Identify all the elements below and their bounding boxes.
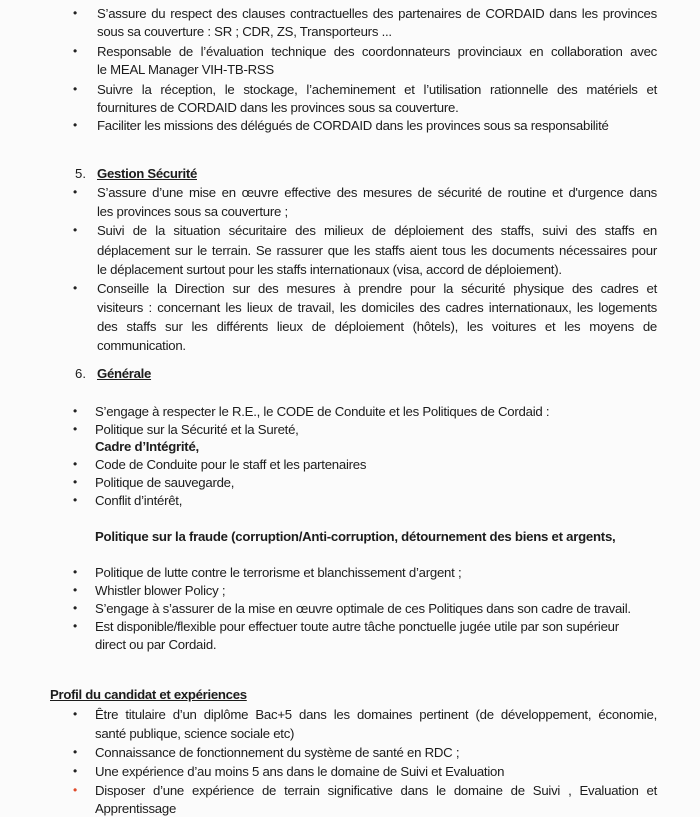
bullet: • [73, 619, 78, 633]
list-item-line: visiteurs : concernant les lieux de travail, les domiciles des cadres internationaux, les logements [97, 300, 657, 315]
list-item-line: le MEAL Manager VIH-TB-RSS [97, 62, 274, 77]
list-item-line: S’engage à respecter le R.E., le CODE de Conduite et les Politiques de Cordaid : [95, 404, 550, 419]
bullet: • [73, 422, 78, 436]
highlight-bullet: • [73, 783, 78, 797]
list-item-line: le déplacement surtout pour les staffs internationaux (visa, accord de déploiement). [97, 262, 562, 277]
bullet: • [73, 223, 78, 237]
integrity-line: Cadre d’Intégrité, [95, 439, 199, 454]
bullet: • [73, 118, 78, 132]
list-item-line: Conseille la Direction sur des mesures à prendre pour la sécurité physique des cadres et [97, 281, 657, 296]
list-item-line: Politique de sauvegarde, [95, 475, 235, 490]
bullet: • [73, 6, 78, 20]
section-heading: Gestion Sécurité [97, 166, 197, 181]
list-item-line: sous sa couverture : SR ; CDR, ZS, Transporteurs ... [97, 24, 392, 39]
list-item-line: communication. [97, 338, 186, 353]
list-item-line: Politique sur la Sécurité et la Sureté, [95, 422, 299, 437]
list-item-line: S’assure d’une mise en œuvre effective des mesures de sécurité de routine et d'urgence dans [97, 185, 657, 200]
list-item-line: Apprentissage [95, 801, 177, 816]
bullet: • [73, 404, 78, 418]
list-item-line: Est disponible/flexible pour effectuer toute autre tâche ponctuelle jugée utile par son supérieur [95, 619, 619, 634]
list-item-line: S’engage à s’assurer de la mise en œuvre optimale de ces Politiques dans son cadre de travail. [95, 601, 631, 616]
bullet: • [73, 457, 78, 471]
list-item-line: Whistler blower Policy ; [95, 583, 226, 598]
list-item-line: les provinces sous sa couverture ; [97, 204, 288, 219]
list-item-line: Une expérience d’au moins 5 ans dans le domaine de Suivi et Evaluation [95, 764, 505, 779]
bullet: • [73, 583, 78, 597]
bullet: • [73, 745, 78, 759]
bullet: • [73, 475, 78, 489]
fraud-policy-line: Politique sur la fraude (corruption/Anti-corruption, détournement des biens et argents, [95, 529, 616, 544]
list-item-line: Politique de lutte contre le terrorisme et blanchissement d’argent ; [95, 565, 462, 580]
section-number: 5. [75, 166, 86, 181]
bullet: • [73, 601, 78, 615]
list-item-line: S’assure du respect des clauses contractuelles des partenaires de CORDAID dans les provinces [97, 6, 657, 21]
bullet: • [73, 493, 78, 507]
bullet: • [73, 281, 78, 295]
bullet: • [73, 185, 78, 199]
bullet: • [73, 707, 78, 721]
list-item-line: Responsable de l’évaluation technique des coordonnateurs provinciaux en collaboration avec [97, 44, 657, 59]
profile-heading: Profil du candidat et expériences [50, 687, 247, 702]
section-heading: Générale [97, 366, 152, 381]
list-item-line: Disposer d’une expérience de terrain significative dans le domaine de Suivi , Evaluation et [95, 783, 657, 798]
bullet: • [73, 82, 78, 96]
list-item-line: Code de Conduite pour le staff et les partenaires [95, 457, 367, 472]
list-item-line: santé publique, science sociale etc) [95, 726, 295, 741]
list-item-line: direct ou par Cordaid. [95, 637, 217, 652]
bullet: • [73, 44, 78, 58]
list-item-line: Conflit d’intérêt, [95, 493, 183, 508]
bullet: • [73, 565, 78, 579]
section-number: 6. [75, 366, 86, 381]
list-item-line: Suivi de la situation sécuritaire des milieux de déploiement des staffs, suivi des staffs en [97, 223, 657, 238]
list-item-line: des staffs sur les différents lieux de déploiement (hôtels), les voitures et les moyens de [97, 319, 657, 334]
bullet: • [73, 764, 78, 778]
list-item-line: déplacement sur le terrain. Se rassurer que les staffs aient tous les documents nécessaires pour [97, 243, 657, 258]
list-item-line: Suivre la réception, le stockage, l’acheminement et l’utilisation rationnelle des matériels et [97, 82, 657, 97]
list-item-line: Être titulaire d’un diplôme Bac+5 dans les domaines pertinent (de développement, économie, [95, 707, 657, 722]
list-item-line: Connaissance de fonctionnement du système de santé en RDC ; [95, 745, 460, 760]
list-item-line: fournitures de CORDAID dans les provinces sous sa couverture. [97, 100, 459, 115]
list-item-line: Faciliter les missions des délégués de CORDAID dans les provinces sous sa responsabilité [97, 118, 609, 133]
